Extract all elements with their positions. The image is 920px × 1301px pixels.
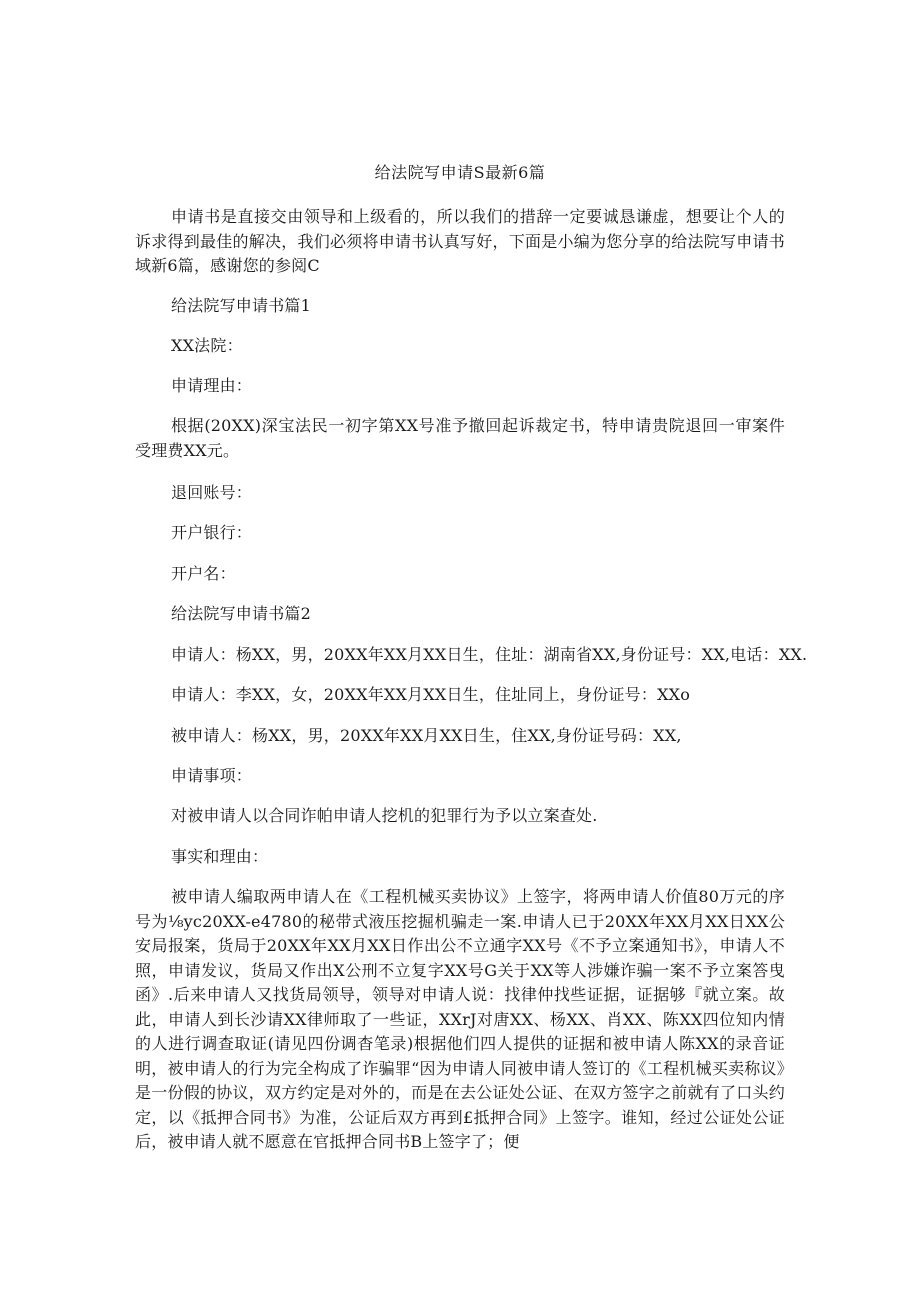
bank-label: 开户银行： xyxy=(171,523,253,542)
section1-heading: 给法院写申请书篇1 xyxy=(171,296,311,315)
intro-paragraph: 申请书是直接交由领导和上级看的，所以我们的措辞一定要诚恳谦虚，想要让个人的诉求得到最佳的解决，我们必须将申请书认真写好，下面是小编为您分享的给法院写申请书域新6篇，感谢您的参阅C xyxy=(135,207,785,275)
court-addressee: XX法院： xyxy=(171,336,243,355)
reason-paragraph: 根据(20XX)深宝法民一初字第XX号准予撤回起诉裁定书，特申请贵院退回一审案件受理费XX元。 xyxy=(135,416,785,460)
reason-label: 申请理由： xyxy=(171,376,253,395)
matters-text: 对被申请人以合同诈帕申请人挖机的犯罪行为予以立案查处. xyxy=(171,806,598,825)
facts-paragraph: 被申请人编取两申请人在《工程机械买卖协议》上签字，将两申请人价值80万元的序号为⅛yc20XX-e4780的秘带式液压挖掘机骗走一案.申请人已于20XX年XX月XX日XX公安局报案，货局于20XX年XX月XX日作出公不立通字XX号《不予立案通知书》，申请人不照，申请发议，货局又作出X公刑不立复字XX号G关于XX等人涉嫌诈骗一案不予立案答曳函》.后来申请人又找货局领导，领导对申请人说：找律仲找些证据，证据够『就立案。故此，申请人到长沙请XX律师取了一些证，XXrJ对唐XX、杨XX、肖XX、陈XX四位知内情的人进行调查取证(请见四份调杳笔录)根据他们四人提供的证据和被申请人陈XX的录音证明，被申请人的行为完全构成了诈骗罪“因为申请人同被申请人签订的《工程机械买卖称议》是一份假的协议，双方约定是对外的，而是在去公证处公证、在双方签字之前就有了口头约定，以《抵押合同书》为准，公证后双方再到£抵押合同》上签字。谁知，经过公证处公证后，被申请人就不愿意在官抵押合同书B上签字了；便 xyxy=(135,887,785,1151)
document-title: 给法院写申请S最新6篇 xyxy=(374,163,546,182)
applicant-1: 申请人：杨XX，男，20XX年XX月XX日生，住址：湖南省XX,身份证号：XX,电话：XX. xyxy=(171,645,808,664)
applicant-2: 申请人：李XX，女，20XX年XX月XX日生，住址同上，身份证号：XXo xyxy=(171,685,691,704)
account-name-label: 开户名： xyxy=(171,564,236,583)
facts-label: 事实和理由： xyxy=(171,847,269,866)
respondent: 被申请人：杨XX，男，20XX年XX月XX日生，住XX,身份证号码：XX, xyxy=(171,726,682,745)
matters-label: 申请事项： xyxy=(171,766,253,785)
refund-account-label: 退回账号： xyxy=(171,483,253,502)
section2-heading: 给法院写申请书篇2 xyxy=(171,604,311,623)
